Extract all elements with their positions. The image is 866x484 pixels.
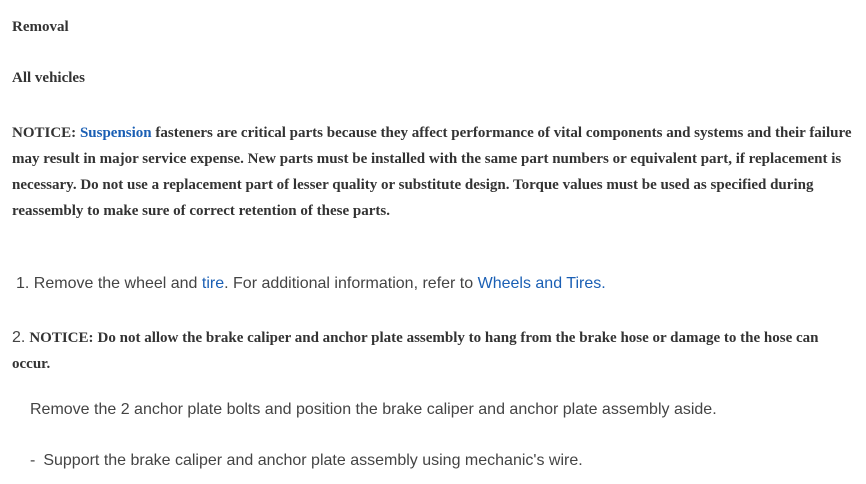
suspension-notice [12, 120, 858, 224]
dash-bullet: - [30, 452, 36, 469]
step-number: 1. [16, 275, 30, 292]
step-number: 2. [12, 329, 26, 346]
step-text-end: . [601, 275, 606, 292]
step-text: Remove the wheel and [33, 275, 198, 292]
step-2-notice-text: Do not allow the brake caliper and anchor plate assembly to hang from the brake hose or damage to the hose can occur. [12, 330, 819, 372]
tire-link[interactable]: tire [201, 275, 225, 292]
step-1 [16, 275, 606, 293]
wheels-and-tires-link[interactable]: Wheels and Tires [477, 275, 602, 292]
sub-bullet-text: Support the brake caliper and anchor plate assembly using mechanic's wire. [43, 452, 583, 469]
step-2-notice-label: NOTICE: [29, 330, 94, 346]
notice-text: fasteners are critical parts because they affect performance of vital components and systems and their failure may result in major service expense. New parts must be installed with the same part numbers or equivalent part, if replacement is necessary. Do not use a replacement part of lesser quality or substitute design. Torque values must be used as specified during reassembly to make sure of correct retention of these parts. [12, 125, 852, 219]
suspension-link[interactable]: Suspension [79, 125, 152, 141]
step-text-middle: . For additional information, refer to [224, 275, 474, 292]
step-2-instruction: Remove the 2 anchor plate bolts and position the brake caliper and anchor plate assembly aside. [30, 401, 717, 418]
notice-label: NOTICE: [12, 125, 77, 141]
step-2 [12, 325, 858, 377]
subheading-all-vehicles: All vehicles [12, 70, 85, 86]
section-heading-removal: Removal [12, 19, 69, 35]
step-2-sub-bullet [30, 452, 583, 470]
